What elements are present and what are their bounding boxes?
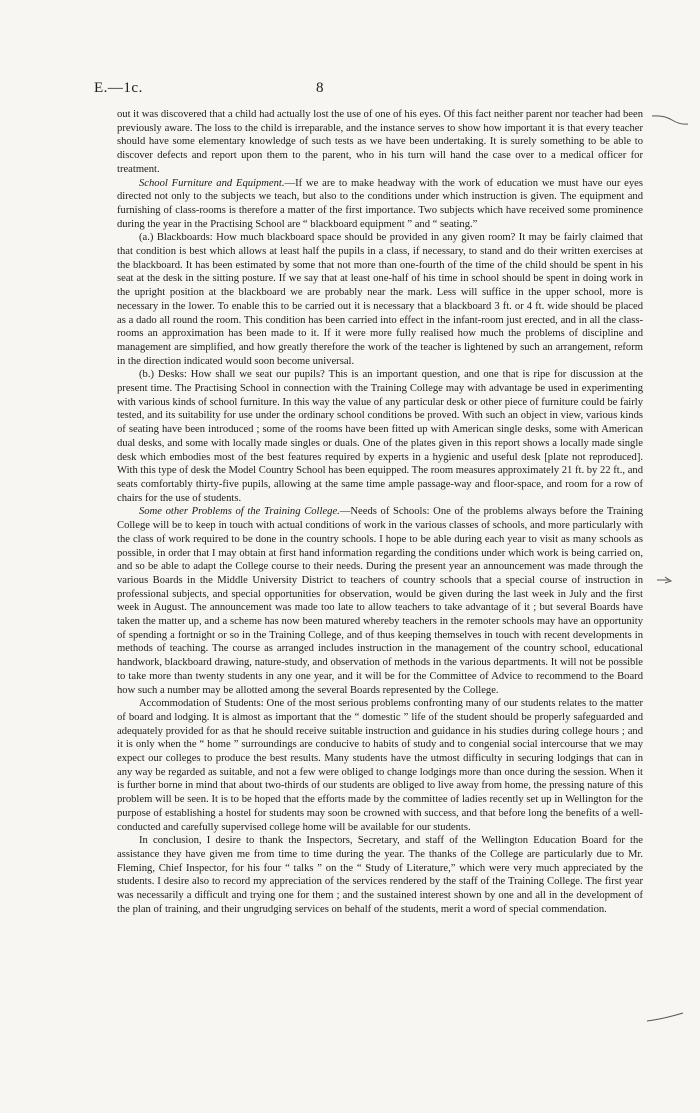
margin-scribble-mark [645,1010,685,1024]
section-heading-italic: School Furniture and Equipment. [139,177,285,189]
margin-scribble-mark [655,575,685,585]
paragraph [117,505,643,697]
page-number: 8 [316,80,324,96]
paragraph [117,834,643,916]
body-text [117,108,643,916]
paragraph-text: (b.) Desks: How shall we seat our pupils? This is an important question, and one that is ripe for discussion at the present time. The Practising School in connection with the Training College may with advantage be used in experimenting with various kinds of school furniture. In this way the value of any particular desk or other piece of furniture could be fairly tested, and its suitability for use under the ordinary school conditions be proved. With such an object in view, various kinds of seating have been introduced ; some of the rooms have been fitted up with American single desks, some with American dual desks, and some with locally made singles or duals. One of the plates given in this report shows a locally made single desk which embodies most of the best features required by experts in a hygienic and useful desk [plate not reproduced]. With this type of desk the Model Country School has been equipped. The room measures approximately 21 ft. by 22 ft., and seats comfortably thirty-five pupils, allowing at the same time ample passage-way and floor-space, and room for a row of chairs for the use of students. [117,369,643,504]
section-heading-italic: Some other Problems of the Training College. [139,506,340,518]
paragraph-text: —If we are to make headway with the work of education we must have our eyes directed not only to the subjects we teach, but also to the conditions under which instruction is given. The equipment and furnishing of class-rooms is therefore a matter of the first importance. Two subjects which have received some prominence during the year in the Practising School are “ blackboard equipment ” and “ seating.” [117,177,643,230]
paragraph [117,368,643,505]
paragraph [117,108,643,177]
margin-scribble-mark [650,112,690,126]
paragraph [117,231,643,368]
paragraph-text: Accommodation of Students: One of the most serious problems confronting many of our students relates to the matter of board and lodging. It is almost as important that the “ domestic ” life of the student should be properly safeguarded and adequately provided for as that he should receive suitable instruction and guidance in his studies during college hours ; and it is only when the “ home ” surroundings are conducive to habits of study and to congenial social intercourse that we may expect our colleges to produce the best results. Many students have the utmost difficulty in securing lodgings that can in any way be regarded as suitable, and not a few were obliged to change lodgings more than once during the session. When it is further borne in mind that about two-thirds of our students are obliged to live away from home, the pressing nature of this problem will be seen. It is to be hoped that the efforts made by the committee of ladies recently set up in Wellington for the purpose of establishing a hostel for students may soon be crowned with success, and that before long the benefits of a well-conducted and carefully supervised college home will be available for our students. [117,698,643,833]
paragraph [117,697,643,834]
paragraph-text: out it was discovered that a child had actually lost the use of one of his eyes. Of this fact neither parent nor teacher had been previously aware. The loss to the child is irreparable, and the instance serves to show how important it is that every teacher should have some elementary knowledge of such tests as we have been undertaking. It is surely something to be able to discover defects and report upon them to the parent, who in his turn will hand the case over to a medical officer for treatment. [117,109,643,175]
paragraph [117,177,643,232]
page-header [94,80,634,104]
paragraph-text: (a.) Blackboards: How much blackboard space should be provided in any given room? It may be fairly claimed that that condition is best which allows at least half the pupils in a class, if necessary, to stand and do their written exercises at the blackboard. It has been estimated by some that not more than one-fourth of the time of the child should be spent in his seat at the desk in the sitting posture. If we say that at least one-half of his time in school should be spent in doing work in the upright position at the blackboard we are probably near the mark. Less will suffice in the upper school, more is necessary in the lower. To enable this to be carried out it is necessary that a blackboard 3 ft. or 4 ft. wide should be placed as a dado all round the room. This condition has been carried into effect in the infant-room just erected, and in all the class-rooms an approximation has been made to it. If it were more fully realised how much the problems of discipline and management are simplified, and how greatly therefore the work of the teacher is lightened by such an arrangement, reform in the direction indicated would soon become universal. [117,232,643,367]
paragraph-text: In conclusion, I desire to thank the Inspectors, Secretary, and staff of the Wellington Education Board for the assistance they have given me from time to time during the year. The thanks of the College are particularly due to Mr. Fleming, Chief Inspector, for his four “ talks ” on the “ Study of Literature,” which were very much appreciated by the students. I desire also to record my appreciation of the services rendered by the staff of the Training College. The first year was necessarily a difficult and trying one for them ; and the sustained interest shown by one and all in the development of the plan of training, and their ungrudging services on behalf of the students, merit a word of special commendation. [117,835,643,915]
document-reference: E.—1c. [94,80,143,96]
paragraph-text: —Needs of Schools: One of the problems always before the Training College will be to keep in touch with actual conditions of work in the various classes of schools, and more particularly with the class of work required to be done in the country schools. I hope to be able during each year to visit as many schools as possible, in order that I may obtain at first hand information regarding the conditions under which work is being carried on, and so be able to adapt the College course to their needs. During the present year an announcement was made through the various Boards in the Middle University District to teachers of country schools that a special course of instruction in professional subjects, and special opportunities for observation, would be given during the last week in July and the first week in August. The announcement was made too late to allow teachers to take advantage of it ; but several Boards have taken the matter up, and a scheme has now been matured whereby teachers in the remoter schools may have an opportunity of spending a fortnight or so in the Training College, and of thus keeping themselves in touch with recent developments in methods of teaching. The course as arranged includes instruction in the management of the country school, educational handwork, blackboard drawing, nature-study, and observation of methods in the various departments. It will not be possible to take more than twenty students in any one year, and it will be for the Committee of Advice to recommend to the Board how such a number may be allotted among the several Boards represented by the College. [117,506,643,696]
